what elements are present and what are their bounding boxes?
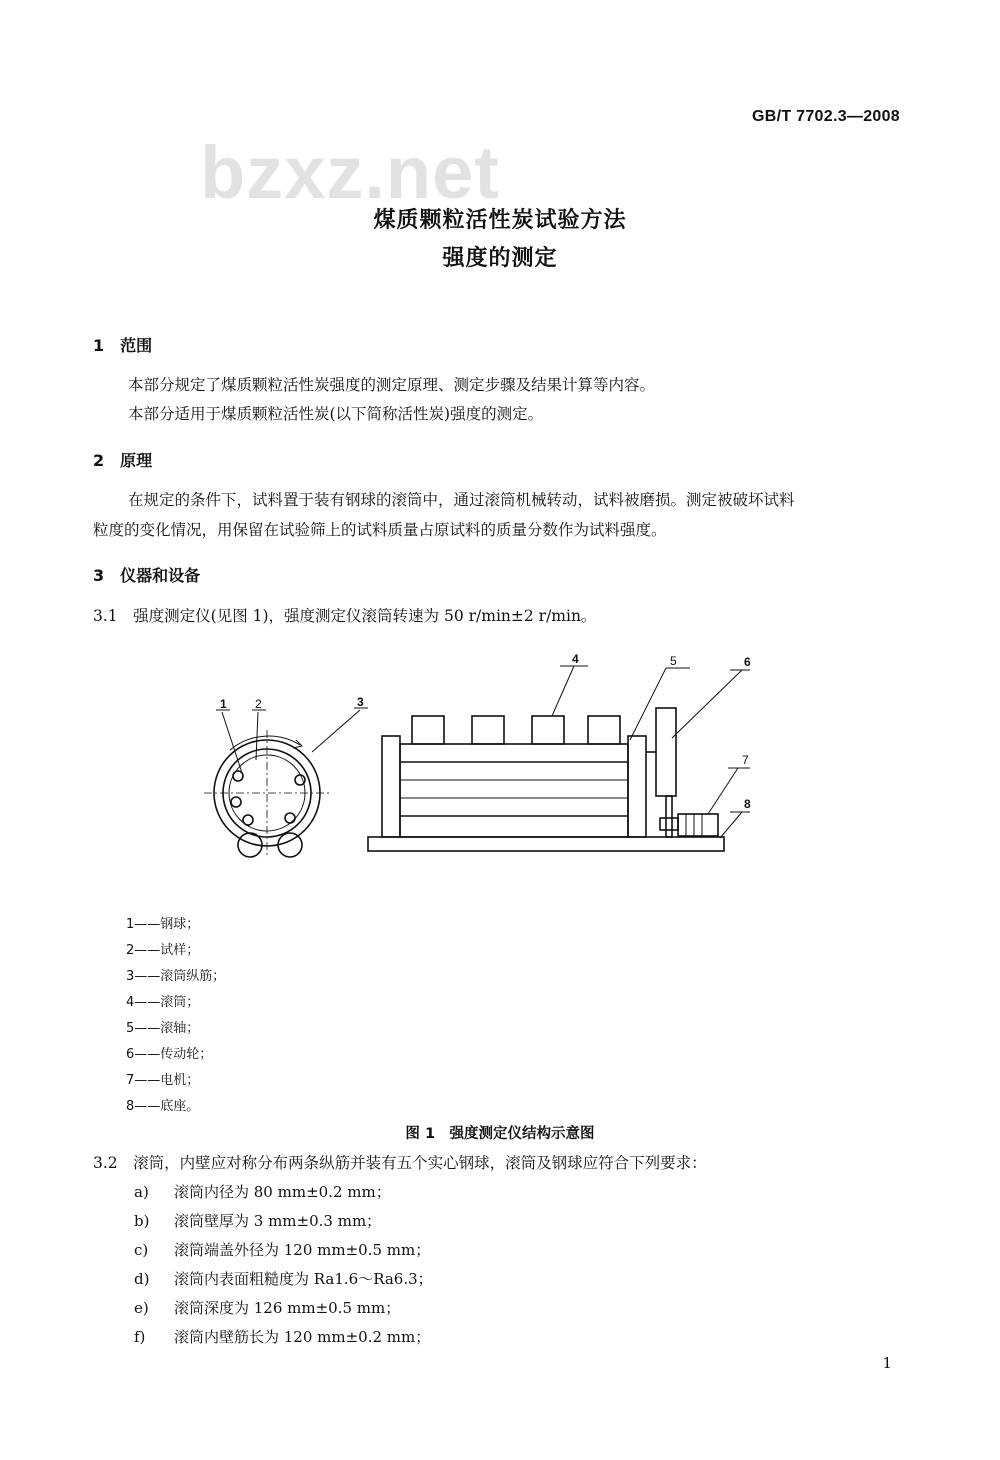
- legend-item-6: 6——传动轮；: [126, 1047, 213, 1062]
- callout-3: 3: [357, 695, 364, 709]
- callout-8: 8: [744, 797, 751, 811]
- legend-item-7: 7——电机；: [126, 1073, 200, 1088]
- section-1-heading: 1 范围: [93, 336, 153, 355]
- document-title: 煤质颗粒活性炭试验方法: [373, 208, 627, 233]
- callout-6: 6: [744, 655, 751, 669]
- section-1-para-2: 本部分适用于煤质颗粒活性炭(以下简称活性炭)强度的测定。: [128, 405, 544, 423]
- callout-5: 5: [670, 654, 677, 668]
- legend-item-8: 8——底座。: [126, 1099, 200, 1114]
- callout-7: 7: [742, 753, 749, 767]
- requirement-d: d) 滚筒内表面粗糙度为 Ra1.6～Ra6.3；: [134, 1270, 433, 1288]
- section-2-para-1: 在规定的条件下，试料置于装有钢球的滚筒中，通过滚筒机械转动，试料被磨损。测定被破坏试料: [128, 491, 795, 509]
- watermark: bzxz.net: [200, 131, 500, 214]
- section-1-para-1: 本部分规定了煤质颗粒活性炭强度的测定原理、测定步骤及结果计算等内容。: [128, 376, 656, 394]
- section-3-2: 3.2 滚筒，内壁应对称分布两条纵筋并装有五个实心钢球，滚筒及钢球应符合下列要求：: [93, 1154, 707, 1172]
- apparatus-front-view: [368, 666, 750, 851]
- standard-number: GB/T 7702.3—2008: [752, 108, 900, 125]
- steel-balls: [231, 771, 305, 825]
- legend-item-1: 1——钢球；: [126, 917, 200, 932]
- section-2-heading: 2 原理: [93, 451, 153, 470]
- drum-rests: [412, 716, 620, 744]
- drum-cross-section: [204, 708, 368, 857]
- requirement-e: e) 滚筒深度为 126 mm±0.5 mm；: [134, 1299, 401, 1317]
- page-number: 1: [882, 1354, 892, 1372]
- callout-4: 4: [572, 652, 579, 666]
- callout-1: 1: [220, 697, 227, 711]
- callout-2: 2: [255, 697, 262, 711]
- requirement-a: a) 滚筒内径为 80 mm±0.2 mm；: [134, 1183, 391, 1201]
- legend-item-2: 2——试样；: [126, 943, 200, 958]
- legend-item-3: 3——滚筒纵筋；: [126, 969, 226, 984]
- requirement-f: f) 滚筒内壁筋长为 120 mm±0.2 mm；: [134, 1328, 431, 1346]
- legend-item-4: 4——滚筒；: [126, 995, 200, 1010]
- requirement-c: c) 滚筒端盖外径为 120 mm±0.5 mm；: [134, 1241, 431, 1259]
- legend-item-5: 5——滚轴；: [126, 1021, 200, 1036]
- section-3-1: 3.1 强度测定仪(见图 1)，强度测定仪滚筒转速为 50 r/min±2 r/min。: [93, 607, 597, 625]
- figure-1-diagram: [190, 640, 750, 880]
- section-3-heading: 3 仪器和设备: [93, 566, 201, 585]
- requirement-b: b) 滚筒壁厚为 3 mm±0.3 mm；: [134, 1212, 382, 1230]
- figure-caption: 图 1 强度测定仪结构示意图: [405, 1126, 595, 1142]
- document-subtitle: 强度的测定: [442, 246, 558, 271]
- section-2-para-2: 粒度的变化情况，用保留在试验筛上的试料质量占原试料的质量分数作为试料强度。: [93, 521, 667, 539]
